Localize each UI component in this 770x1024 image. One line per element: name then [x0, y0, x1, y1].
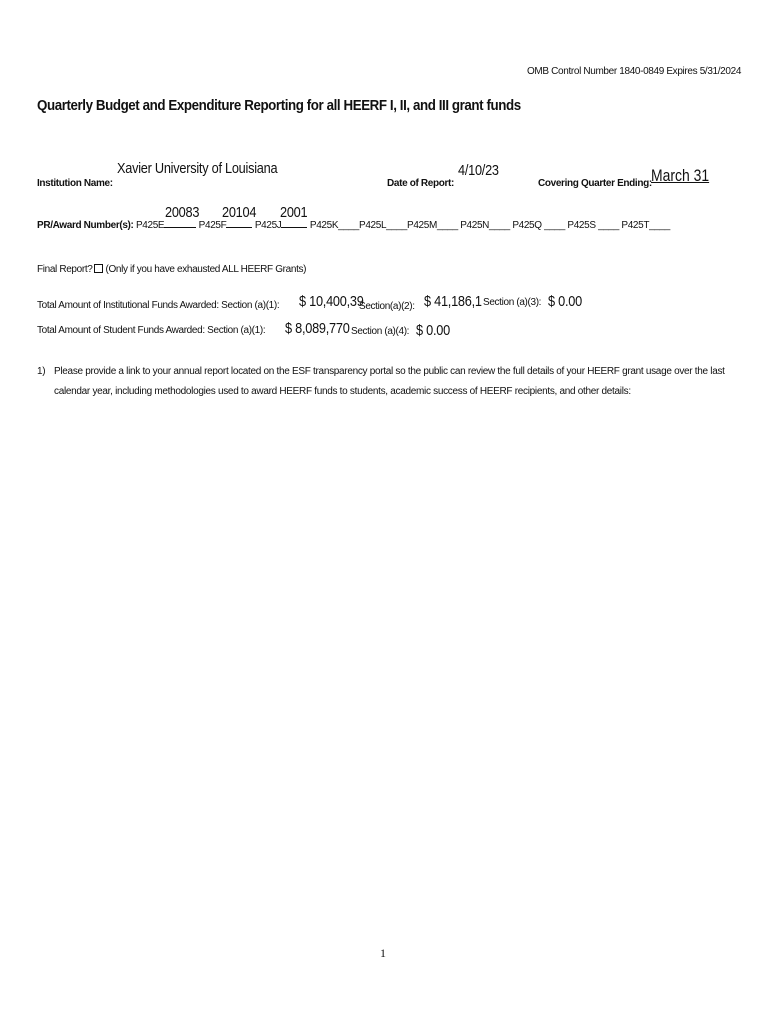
question-1-number: 1) — [37, 366, 46, 377]
institution-name-field[interactable]: Xavier University of Louisiana — [117, 160, 278, 177]
final-report-note: (Only if you have exhausted ALL HEERF Grants) — [105, 264, 307, 275]
institutional-a1-field[interactable]: $ 10,400,39 — [299, 293, 364, 310]
student-funds-label: Total Amount of Student Funds Awarded: Section (a)(1): — [37, 325, 266, 336]
award-p425f-blank[interactable] — [226, 227, 252, 228]
award-p425f-prefix: P425F — [198, 220, 227, 231]
institutional-a2-field[interactable]: $ 41,186,1 — [424, 293, 482, 310]
institution-name-label: Institution Name: — [37, 178, 113, 189]
date-of-report-label: Date of Report: — [387, 178, 454, 189]
question-1-text: Please provide a link to your annual report located on the ESF transparency portal so the public can review the full details of your HEERF grant usage over the last calendar year, including methodologies used to award HEERF funds to students, academic success of HEERF recipients, and other details: — [54, 366, 725, 397]
institutional-a3-field[interactable]: $ 0.00 — [548, 293, 582, 310]
award-p425j-blank[interactable] — [281, 227, 307, 228]
page-title: Quarterly Budget and Expenditure Reporting for all HEERF I, II, and III grant funds — [37, 98, 521, 114]
award-p425e-blank[interactable] — [164, 227, 196, 228]
award-p425f-field[interactable]: 20104 — [222, 204, 257, 221]
student-a4-label: Section (a)(4): — [351, 326, 410, 337]
award-p425j-field[interactable]: 2001 — [280, 204, 308, 221]
student-a1-field[interactable]: $ 8,089,770 — [285, 320, 350, 337]
omb-control-number: OMB Control Number 1840-0849 Expires 5/31/2024 — [527, 66, 742, 77]
final-report-row — [37, 264, 306, 275]
covering-quarter-field[interactable]: March 31 — [651, 166, 710, 185]
covering-quarter-label: Covering Quarter Ending: — [538, 178, 652, 189]
award-numbers-label: PR/Award Number(s): — [37, 220, 134, 231]
institutional-a2-label: Section(a)(2): — [359, 301, 415, 312]
student-a4-field[interactable]: $ 0.00 — [416, 322, 450, 339]
award-p425e-field[interactable]: 20083 — [165, 204, 200, 221]
institutional-a3-label: Section (a)(3): — [483, 297, 542, 308]
final-report-label: Final Report? — [37, 264, 93, 275]
institutional-funds-label: Total Amount of Institutional Funds Awarded: Section (a)(1): — [37, 300, 280, 311]
date-of-report-field[interactable]: 4/10/23 — [458, 162, 499, 179]
award-p425e-prefix: P425E — [135, 220, 165, 231]
award-remaining-fields: P425K____P425L____P425M____ P425N____ P425Q ____ P425S ____ P425T____ — [309, 220, 670, 231]
award-numbers-row — [37, 220, 670, 231]
page-number: 1 — [380, 946, 386, 960]
award-p425j-prefix: P425J — [254, 220, 282, 231]
final-report-checkbox[interactable] — [94, 264, 103, 273]
